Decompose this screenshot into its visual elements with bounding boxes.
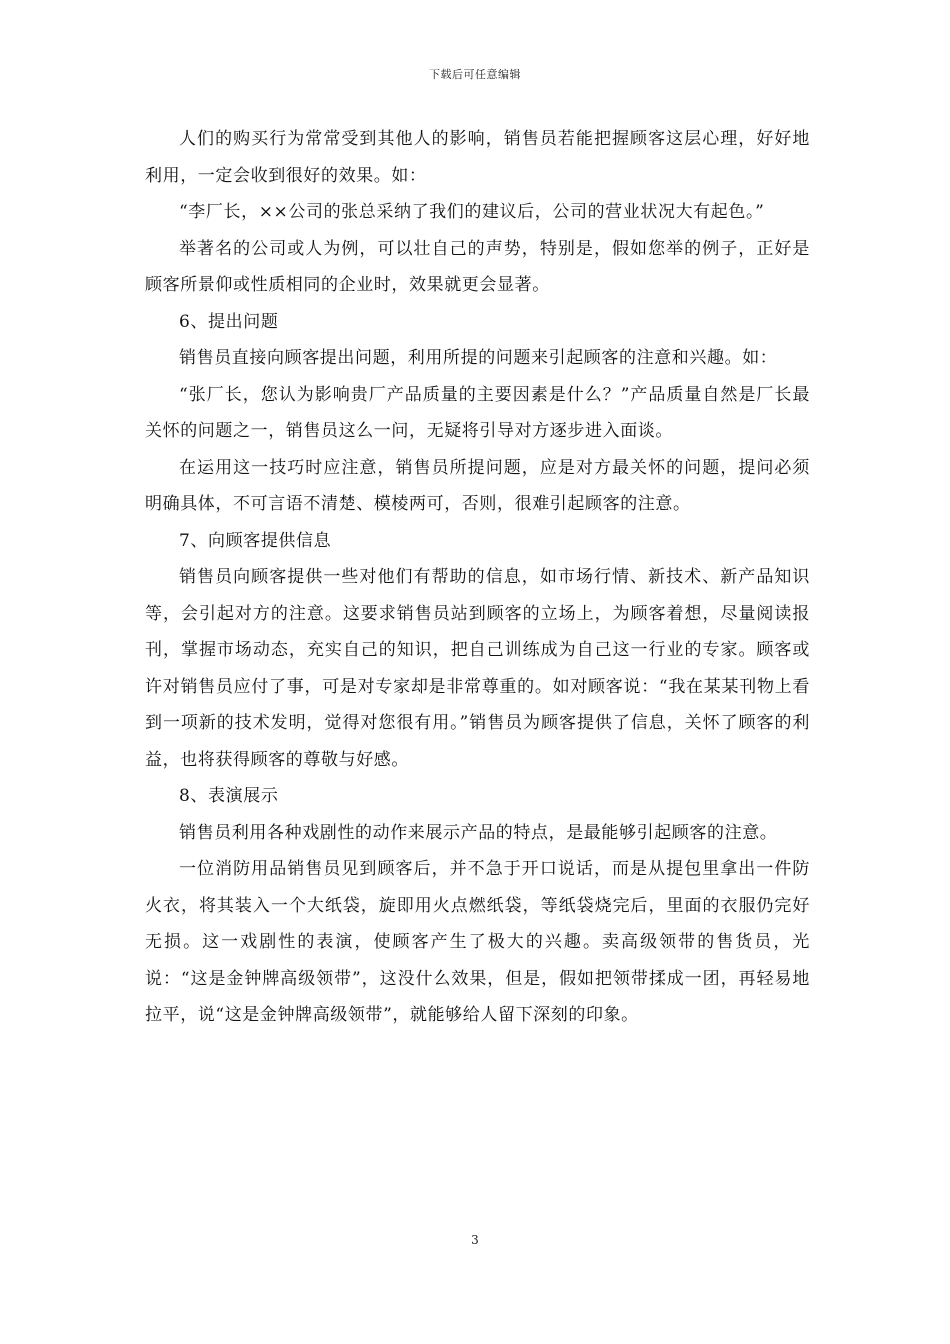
section-heading-demonstration: 8、表演展示 (179, 786, 279, 806)
paragraph-ask-questions: 销售员直接向顾客提出问题，利用所提的问题来引起顾客的注意和兴趣。如： (179, 348, 778, 368)
page-number: 3 (471, 1233, 479, 1247)
page-header: 下载后可任意编辑 (429, 68, 521, 81)
paragraph-fireproof-example: 一位消防用品销售员见到顾客后，并不急于开口说话，而是从提包里拿出一件防火衣，将其装入一个大纸袋，旋即用火点燃纸袋，等纸袋烧完后，里面的衣服仍完好无损。这一戏剧性的表演，使顾客产生了极大的兴趣。卖高级领带的售货员，光说：“这是金钟牌高级领带”，这没什么效果，但是，假如把领带揉成一团，再轻易地拉平，说“这是金钟牌高级领带”，就能够给人留下深刻的印象。 (145, 859, 810, 1025)
document-body (145, 121, 810, 1034)
paragraph-influence: 人们的购买行为常常受到其他人的影响，销售员若能把握顾客这层心理，好好地利用，一定会收到很好的效果。如： (145, 129, 810, 186)
paragraph-demonstration: 销售员利用各种戏剧性的动作来展示产品的特点，是最能够引起顾客的注意。 (179, 822, 778, 843)
paragraph-provide-info: 销售员向顾客提供一些对他们有帮助的信息，如市场行情、新技术、新产品知识等，会引起对方的注意。这要求销售员站到顾客的立场上，为顾客着想，尽量阅读报刊，掌握市场动态，充实自己的知识，把自己训练成为自己这一行业的专家。顾客或许对销售员应付了事，可是对专家却是非常尊重的。如对顾客说：“我在某某刊物上看到一项新的技术发明，觉得对您很有用。”销售员为顾客提供了信息，关怀了顾客的利益，也将获得顾客的尊敬与好感。 (145, 567, 810, 770)
paragraph-quote-li: “李厂长，××公司的张总采纳了我们的建议后，公司的营业状况大有起色。” (179, 202, 765, 222)
paragraph-question-tips: 在运用这一技巧时应注意，销售员所提问题，应是对方最关怀的问题，提问必须明确具体，不可言语不清楚、模棱两可，否则，很难引起顾客的注意。 (145, 457, 810, 514)
section-heading-provide-info: 7、向顾客提供信息 (179, 530, 332, 551)
paragraph-famous-example: 举著名的公司或人为例，可以壮自己的声势，特别是，假如您举的例子，正好是顾客所景仰或性质相同的企业时，效果就更会显著。 (145, 238, 810, 295)
section-heading-ask-questions: 6、提出问题 (179, 311, 279, 332)
paragraph-quote-zhang: “张厂长，您认为影响贵厂产品质量的主要因素是什么？”产品质量自然是厂长最关怀的问题之一，销售员这么一问，无疑将引导对方逐步进入面谈。 (145, 384, 810, 441)
